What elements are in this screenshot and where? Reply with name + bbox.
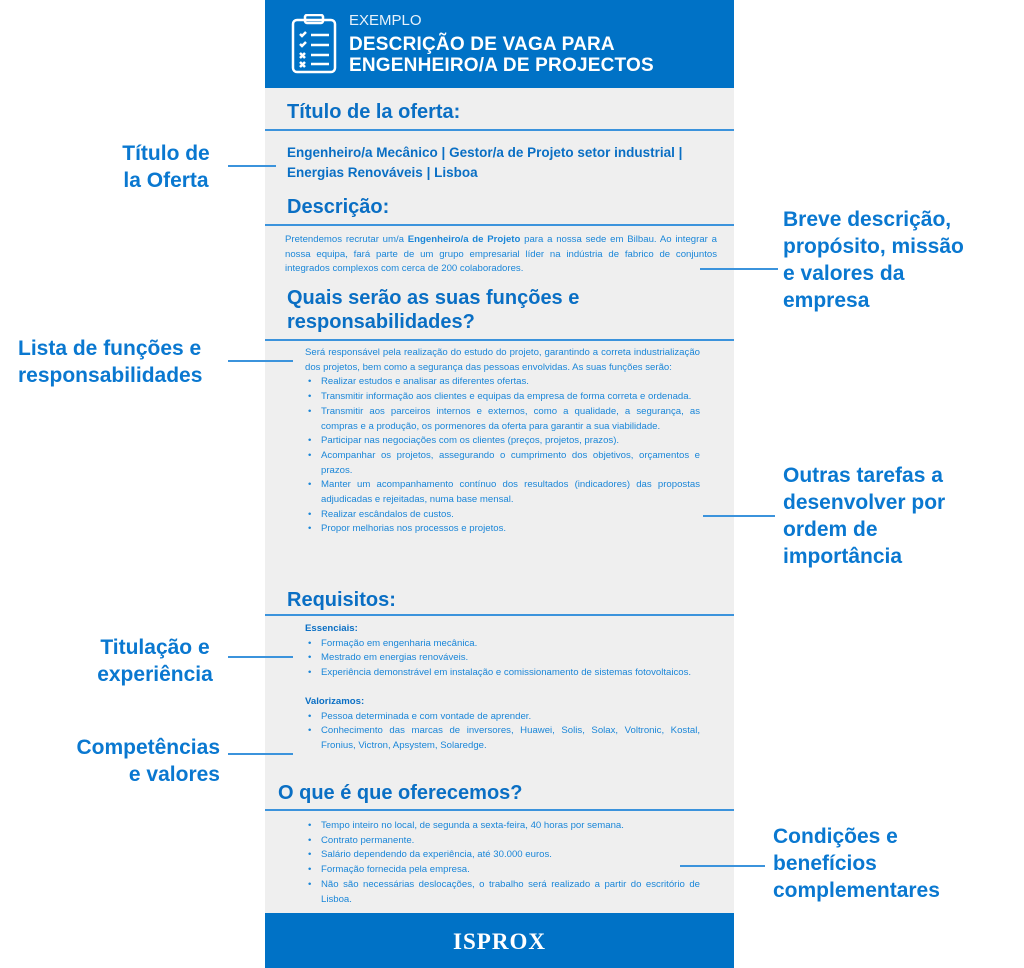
connector-line xyxy=(228,753,293,755)
annotation-qualification xyxy=(80,634,230,688)
document-header xyxy=(265,0,734,88)
annotation-description xyxy=(783,206,964,314)
functions-list xyxy=(305,375,700,537)
description-heading: Descrição: xyxy=(287,196,390,218)
annotation-line: e valores da xyxy=(783,262,905,285)
annotation-line: Competências xyxy=(76,736,220,759)
essential-list xyxy=(305,637,700,681)
list-item: • Não são necessárias deslocações, o trabalho será realizado a partir do escritório de Lisboa. xyxy=(305,878,700,907)
list-item: • Transmitir informação aos clientes e equipas da empresa de forma correta e ordenada. xyxy=(305,390,700,405)
annotation-conditions xyxy=(773,823,940,904)
annotation-line: Outras tarefas a xyxy=(783,464,943,487)
annotation-line: propósito, missão xyxy=(783,235,964,258)
offer-heading: O que é que oferecemos? xyxy=(278,782,523,804)
annotation-line: e valores xyxy=(128,763,220,786)
list-item: • Formação fornecida pela empresa. xyxy=(305,863,700,878)
list-item: • Tempo inteiro no local, de segunda a sexta-feira, 40 horas por semana. xyxy=(305,819,700,834)
offer-title-heading: Título de la oferta: xyxy=(287,101,461,123)
annotation-other-tasks xyxy=(783,462,945,570)
functions-intro: Será responsável pela realização do estudo do projeto, garantindo a correta industrialização dos projetos, bem como a segurança das pessoas envolvidas. As suas funções serão: xyxy=(305,347,700,373)
functions-block xyxy=(305,346,700,537)
description-post: para a nossa sede em Bilbau. Ao integrar a nossa equipa, fará parte de um grupo empresarial líder na indústria de fabrico de conjuntos integrados complexos com cerca de 200 colaboradores. xyxy=(285,234,717,275)
annotation-line: Título de xyxy=(122,142,210,165)
annotation-line: complementares xyxy=(773,879,940,902)
valued-list xyxy=(305,710,700,754)
annotation-line: importância xyxy=(783,545,903,568)
description-text xyxy=(285,233,717,277)
list-item: • Manter um acompanhamento contínuo dos resultados (indicadores) das propostas adjudicadas e rejeitadas, numa base mensal. xyxy=(305,478,700,507)
title-line-1: DESCRIÇÃO DE VAGA PARA xyxy=(349,34,615,55)
essential-label: Essenciais: xyxy=(305,623,358,634)
list-item: • Formação em engenharia mecânica. xyxy=(305,637,700,652)
annotation-line: empresa xyxy=(783,289,870,312)
document-footer xyxy=(265,913,734,968)
annotation-line: desenvolver por xyxy=(783,491,946,514)
divider xyxy=(265,614,734,616)
title-line-2: ENGENHEIRO/A DE PROJECTOS xyxy=(349,55,654,76)
divider xyxy=(265,224,734,226)
annotation-line: Condições e xyxy=(773,825,898,848)
offer-block xyxy=(305,819,700,907)
list-item: • Mestrado em energias renováveis. xyxy=(305,651,700,666)
requirements-heading: Requisitos: xyxy=(287,589,396,611)
list-item: • Acompanhar os projetos, assegurando o cumprimento dos objetivos, orçamentos e prazos. xyxy=(305,449,700,478)
valued-label: Valorizamos: xyxy=(305,695,365,707)
annotation-line: Lista de funções e xyxy=(18,337,202,360)
annotation-line: la Oferta xyxy=(123,169,209,192)
list-item: • Participar nas negociações com os clientes (preços, projetos, prazos). xyxy=(305,434,700,449)
description-pre: Pretendemos recrutar um/a xyxy=(285,234,408,245)
annotation-line: responsabilidades xyxy=(18,364,203,387)
connector-line xyxy=(228,360,293,362)
annotation-competences xyxy=(40,734,220,788)
list-item: • Experiência demonstrável em instalação e comissionamento de sistemas fotovoltaicos. xyxy=(305,666,700,681)
list-item: • Realizar escândalos de custos. xyxy=(305,508,700,523)
document-title xyxy=(349,34,654,76)
clipboard-checklist-icon xyxy=(291,14,337,74)
annotation-title xyxy=(100,140,232,194)
connector-line xyxy=(700,268,778,270)
offer-list xyxy=(305,819,700,907)
connector-line xyxy=(228,656,293,658)
list-item: • Pessoa determinada e com vontade de aprender. xyxy=(305,710,700,725)
annotation-line: Titulação e xyxy=(100,636,210,659)
isprox-logo: ISPROX xyxy=(453,929,546,954)
annotation-line: benefícios xyxy=(773,852,877,875)
divider xyxy=(265,809,734,811)
list-item: • Contrato permanente. xyxy=(305,834,700,849)
connector-line xyxy=(228,165,276,167)
annotation-functions xyxy=(18,335,202,389)
list-item: • Realizar estudos e analisar as diferentes ofertas. xyxy=(305,375,700,390)
functions-heading-2: responsabilidades? xyxy=(287,311,475,333)
annotation-line: ordem de xyxy=(783,518,878,541)
list-item: • Transmitir aos parceiros internos e externos, como a qualidade, a segurança, as compras e a produção, os pormenores da oferta para garantir a sua viabilidade. xyxy=(305,405,700,434)
annotation-line: experiência xyxy=(97,663,213,686)
functions-heading-1: Quais serão as suas funções e xyxy=(287,287,580,309)
header-kicker: EXEMPLO xyxy=(349,12,422,29)
annotation-line: Breve descrição, xyxy=(783,208,952,231)
job-description-document xyxy=(265,0,734,968)
connector-line xyxy=(680,865,765,867)
functions-heading xyxy=(287,286,579,334)
divider xyxy=(265,129,734,131)
list-item: • Conhecimento das marcas de inversores, Huawei, Solis, Solax, Voltronic, Kostal, Fronius, Victron, Apsystem, Solaredge. xyxy=(305,724,700,753)
requirements-block xyxy=(305,622,700,754)
list-item: • Propor melhorias nos processos e projetos. xyxy=(305,522,700,537)
divider xyxy=(265,339,734,341)
connector-line xyxy=(703,515,775,517)
description-bold: Engenheiro/a de Projeto xyxy=(407,234,521,245)
offer-title-text: Engenheiro/a Mecânico | Gestor/a de Projeto setor industrial | Energias Renováveis | Lisboa xyxy=(287,145,683,180)
list-item: • Salário dependendo da experiência, até 30.000 euros. xyxy=(305,848,700,863)
